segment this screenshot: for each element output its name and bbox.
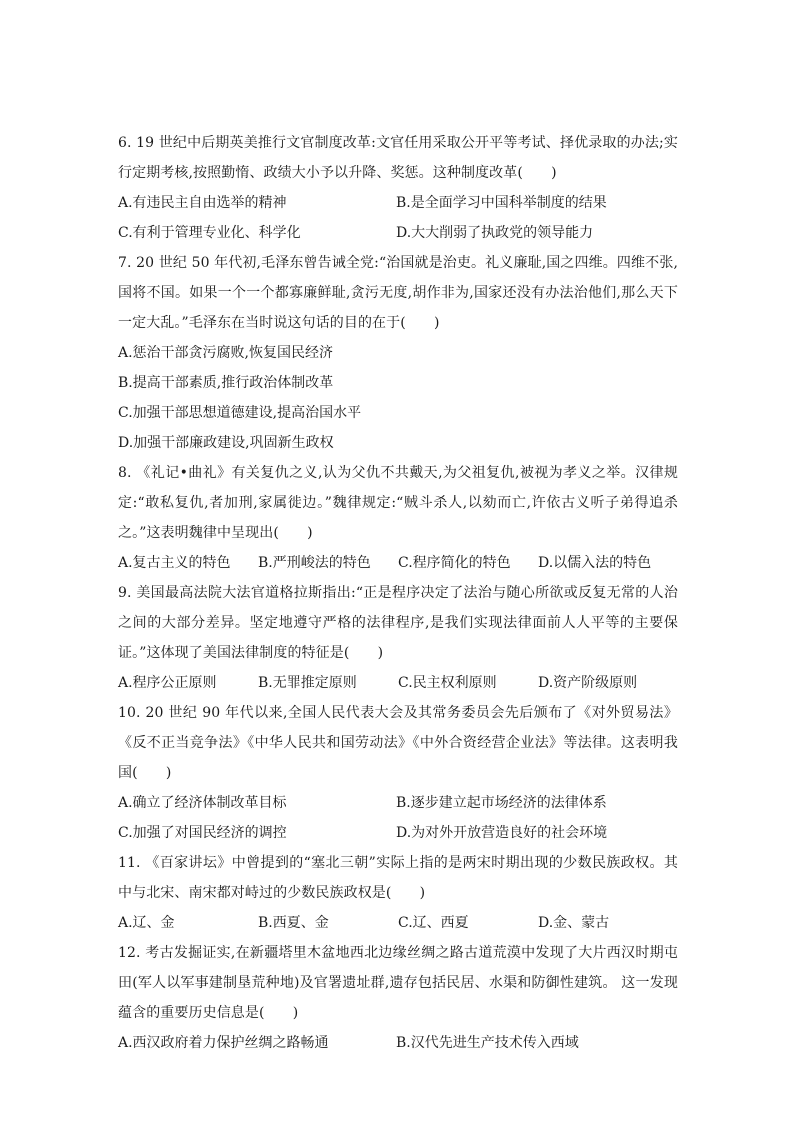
option-c: C.程序简化的特色 bbox=[398, 555, 511, 571]
question-9 bbox=[118, 578, 678, 698]
option-d: D.金、蒙古 bbox=[538, 915, 610, 931]
option-a: A.西汉政府着力保护丝绸之路畅通 bbox=[118, 1035, 329, 1051]
option-c: C.加强了对国民经济的调控 bbox=[118, 825, 287, 841]
option-c: C.加强干部思想道德建设,提高治国水平 bbox=[118, 405, 362, 421]
question-11 bbox=[118, 848, 678, 938]
option-a: A.辽、金 bbox=[118, 915, 175, 931]
option-b: B.逐步建立起市场经济的法律体系 bbox=[396, 795, 607, 811]
option-a: A.复古主义的特色 bbox=[118, 555, 231, 571]
option-b: B.严刑峻法的特色 bbox=[258, 555, 371, 571]
options-row bbox=[118, 668, 678, 698]
option-d: D.为对外开放营造良好的社会环境 bbox=[396, 825, 608, 841]
question-6 bbox=[118, 128, 678, 248]
option-d: D.以儒入法的特色 bbox=[538, 555, 652, 571]
option-d: D.加强干部廉政建设,巩固新生政权 bbox=[118, 435, 334, 451]
question-10 bbox=[118, 698, 678, 848]
question-12 bbox=[118, 938, 678, 1058]
option-b: B.提高干部素质,推行政治体制改革 bbox=[118, 375, 334, 391]
options-row bbox=[118, 908, 678, 938]
option-c: C.民主权利原则 bbox=[398, 675, 497, 691]
option-c: C.有利于管理专业化、科学化 bbox=[118, 225, 301, 241]
option-d: D.大大削弱了执政党的领导能力 bbox=[396, 225, 594, 241]
question-8 bbox=[118, 458, 678, 578]
option-a: A.确立了经济体制改革目标 bbox=[118, 795, 287, 811]
option-b: B.汉代先进生产技术传入西域 bbox=[396, 1035, 579, 1051]
option-a: A.惩治干部贪污腐败,恢复国民经济 bbox=[118, 345, 334, 361]
options-row bbox=[118, 548, 678, 578]
question-stem: 10. 20 世纪 90 年代以来,全国人民代表大会及其常务委员会先后颁布了《对外贸易法》《反不正当竞争法》《中华人民共和国劳动法》《中外合资经营企业法》等法律。这表明我国( ) bbox=[118, 705, 678, 781]
option-a: A.有违民主自由选举的精神 bbox=[118, 195, 287, 211]
option-b: B.是全面学习中国科举制度的结果 bbox=[396, 195, 607, 211]
options-grid bbox=[118, 788, 678, 848]
question-stem: 11. 《百家讲坛》中曾提到的“塞北三朝”实际上指的是两宋时期出现的少数民族政权。其中与北宋、南宋都对峙过的少数民族政权是( ) bbox=[118, 855, 678, 901]
question-stem: 8. 《礼记•曲礼》有关复仇之义,认为父仇不共戴天,为父祖复仇,被视为孝义之举。汉律规定:“敢私复仇,者加刑,家属徙边。”魏律规定:“贼斗杀人,以劾而亡,许依古义听子弟得追杀之。”这表明魏律中呈现出( ) bbox=[118, 465, 678, 541]
question-7 bbox=[118, 248, 678, 458]
option-d: D.资产阶级原则 bbox=[538, 675, 638, 691]
options-grid bbox=[118, 188, 678, 248]
question-stem: 7. 20 世纪 50 年代初,毛泽东曾告诫全党:“治国就是治吏。礼义廉耻,国之四维。四维不张,国将不国。如果一个一个都寡廉鲜耻,贪污无度,胡作非为,国家还没有办法治他们,那么天下一定大乱。”毛泽东在当时说这句话的目的在于( ) bbox=[118, 255, 678, 331]
exam-page bbox=[118, 128, 678, 1058]
option-b: B.无罪推定原则 bbox=[258, 675, 357, 691]
question-stem: 6. 19 世纪中后期英美推行文官制度改革:文官任用采取公开平等考试、择优录取的办法;实行定期考核,按照勤惰、政绩大小予以升降、奖惩。这种制度改革( ) bbox=[118, 135, 678, 181]
options-grid bbox=[118, 1028, 678, 1058]
option-a: A.程序公正原则 bbox=[118, 675, 217, 691]
option-b: B.西夏、金 bbox=[258, 915, 329, 931]
question-stem: 12. 考古发掘证实,在新疆塔里木盆地西北边缘丝绸之路古道荒漠中发现了大片西汉时期屯田(军人以军事建制垦荒种地)及官署遗址群,遗存包括民居、水渠和防御性建筑。 这一发现蕴含的重要历史信息是( ) bbox=[118, 945, 678, 1021]
option-c: C.辽、西夏 bbox=[398, 915, 469, 931]
question-stem: 9. 美国最高法院大法官道格拉斯指出:“正是程序决定了法治与随心所欲或反复无常的人治之间的大部分差异。坚定地遵守严格的法律程序,是我们实现法律面前人人平等的主要保证。”这体现了美国法律制度的特征是( ) bbox=[118, 585, 678, 661]
options-list bbox=[118, 338, 678, 458]
